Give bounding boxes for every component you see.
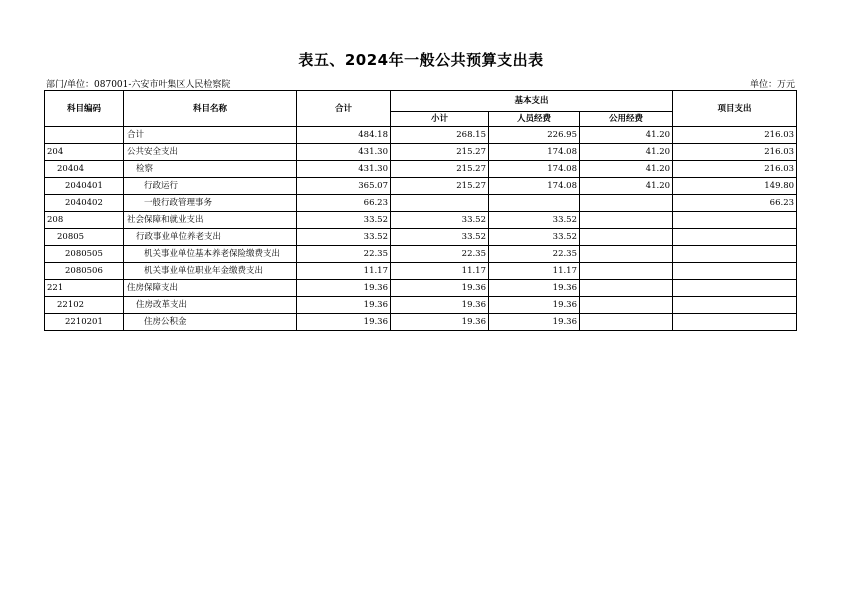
- cell-public: [580, 229, 673, 246]
- cell-code: 2080505: [45, 246, 124, 263]
- cell-project: [673, 263, 797, 280]
- cell-subtotal: 19.36: [391, 297, 489, 314]
- cell-project: 149.80: [673, 178, 797, 195]
- cell-project: [673, 212, 797, 229]
- cell-public: [580, 297, 673, 314]
- cell-personnel: 33.52: [489, 212, 580, 229]
- cell-subtotal: [391, 195, 489, 212]
- cell-total: 66.23: [297, 195, 391, 212]
- table-row: [45, 297, 797, 314]
- header-project: 项目支出: [673, 91, 797, 127]
- table-body: [45, 127, 797, 331]
- cell-code: 2080506: [45, 263, 124, 280]
- cell-personnel: 19.36: [489, 314, 580, 331]
- cell-project: 66.23: [673, 195, 797, 212]
- cell-name: 住房公积金: [124, 314, 297, 331]
- cell-name: 行政运行: [124, 178, 297, 195]
- cell-project: [673, 314, 797, 331]
- cell-public: [580, 280, 673, 297]
- department-label: 部门/单位：087001-六安市叶集区人民检察院: [46, 80, 231, 90]
- cell-personnel: 174.08: [489, 178, 580, 195]
- header-personnel: 人员经费: [489, 112, 580, 127]
- cell-code: 2040401: [45, 178, 124, 195]
- table-row: [45, 314, 797, 331]
- unit-label: 单位：万元: [749, 80, 795, 90]
- cell-subtotal: 215.27: [391, 144, 489, 161]
- table-row: [45, 178, 797, 195]
- cell-personnel: 174.08: [489, 144, 580, 161]
- cell-name: 合计: [124, 127, 297, 144]
- header-public: 公用经费: [580, 112, 673, 127]
- cell-total: 431.30: [297, 144, 391, 161]
- cell-subtotal: 215.27: [391, 161, 489, 178]
- cell-code: 2040402: [45, 195, 124, 212]
- cell-project: [673, 229, 797, 246]
- header-name: 科目名称: [124, 91, 297, 127]
- header-subtotal: 小计: [391, 112, 489, 127]
- table-row: [45, 280, 797, 297]
- cell-name: 检察: [124, 161, 297, 178]
- header-basic: 基本支出: [391, 91, 673, 112]
- cell-total: 11.17: [297, 263, 391, 280]
- cell-project: [673, 280, 797, 297]
- cell-personnel: 11.17: [489, 263, 580, 280]
- cell-subtotal: 11.17: [391, 263, 489, 280]
- cell-project: 216.03: [673, 161, 797, 178]
- cell-subtotal: 33.52: [391, 229, 489, 246]
- cell-project: 216.03: [673, 127, 797, 144]
- cell-total: 33.52: [297, 229, 391, 246]
- cell-name: 机关事业单位职业年金缴费支出: [124, 263, 297, 280]
- cell-code: 20404: [45, 161, 124, 178]
- table-row: [45, 246, 797, 263]
- cell-name: 公共安全支出: [124, 144, 297, 161]
- table-header: [45, 91, 797, 127]
- cell-public: 41.20: [580, 161, 673, 178]
- cell-public: 41.20: [580, 127, 673, 144]
- cell-subtotal: 22.35: [391, 246, 489, 263]
- cell-code: 204: [45, 144, 124, 161]
- cell-public: [580, 246, 673, 263]
- table-row: [45, 127, 797, 144]
- cell-personnel: 33.52: [489, 229, 580, 246]
- cell-name: 住房改革支出: [124, 297, 297, 314]
- cell-project: [673, 246, 797, 263]
- cell-public: [580, 314, 673, 331]
- table-row: [45, 212, 797, 229]
- cell-name: 行政事业单位养老支出: [124, 229, 297, 246]
- cell-subtotal: 215.27: [391, 178, 489, 195]
- cell-public: [580, 263, 673, 280]
- cell-project: [673, 297, 797, 314]
- cell-personnel: 226.95: [489, 127, 580, 144]
- cell-code: 221: [45, 280, 124, 297]
- cell-subtotal: 33.52: [391, 212, 489, 229]
- cell-personnel: 22.35: [489, 246, 580, 263]
- cell-name: 住房保障支出: [124, 280, 297, 297]
- cell-public: 41.20: [580, 144, 673, 161]
- cell-total: 22.35: [297, 246, 391, 263]
- table-row: [45, 263, 797, 280]
- cell-personnel: [489, 195, 580, 212]
- cell-project: 216.03: [673, 144, 797, 161]
- cell-public: [580, 195, 673, 212]
- cell-subtotal: 19.36: [391, 314, 489, 331]
- table-row: [45, 161, 797, 178]
- cell-personnel: 19.36: [489, 297, 580, 314]
- cell-total: 19.36: [297, 297, 391, 314]
- cell-total: 33.52: [297, 212, 391, 229]
- cell-code: [45, 127, 124, 144]
- cell-code: 2210201: [45, 314, 124, 331]
- header-code: 科目编码: [45, 91, 124, 127]
- cell-name: 一般行政管理事务: [124, 195, 297, 212]
- table-row: [45, 229, 797, 246]
- table-row: [45, 195, 797, 212]
- cell-public: [580, 212, 673, 229]
- budget-table: [44, 90, 797, 331]
- cell-total: 365.07: [297, 178, 391, 195]
- table-row: [45, 144, 797, 161]
- cell-code: 22102: [45, 297, 124, 314]
- cell-subtotal: 268.15: [391, 127, 489, 144]
- cell-code: 208: [45, 212, 124, 229]
- cell-code: 20805: [45, 229, 124, 246]
- cell-total: 19.36: [297, 314, 391, 331]
- header-total: 合计: [297, 91, 391, 127]
- cell-total: 19.36: [297, 280, 391, 297]
- cell-personnel: 19.36: [489, 280, 580, 297]
- cell-total: 484.18: [297, 127, 391, 144]
- cell-public: 41.20: [580, 178, 673, 195]
- cell-total: 431.30: [297, 161, 391, 178]
- report-title: 表五、2024年一般公共预算支出表: [298, 51, 544, 69]
- cell-personnel: 174.08: [489, 161, 580, 178]
- cell-subtotal: 19.36: [391, 280, 489, 297]
- cell-name: 机关事业单位基本养老保险缴费支出: [124, 246, 297, 263]
- cell-name: 社会保障和就业支出: [124, 212, 297, 229]
